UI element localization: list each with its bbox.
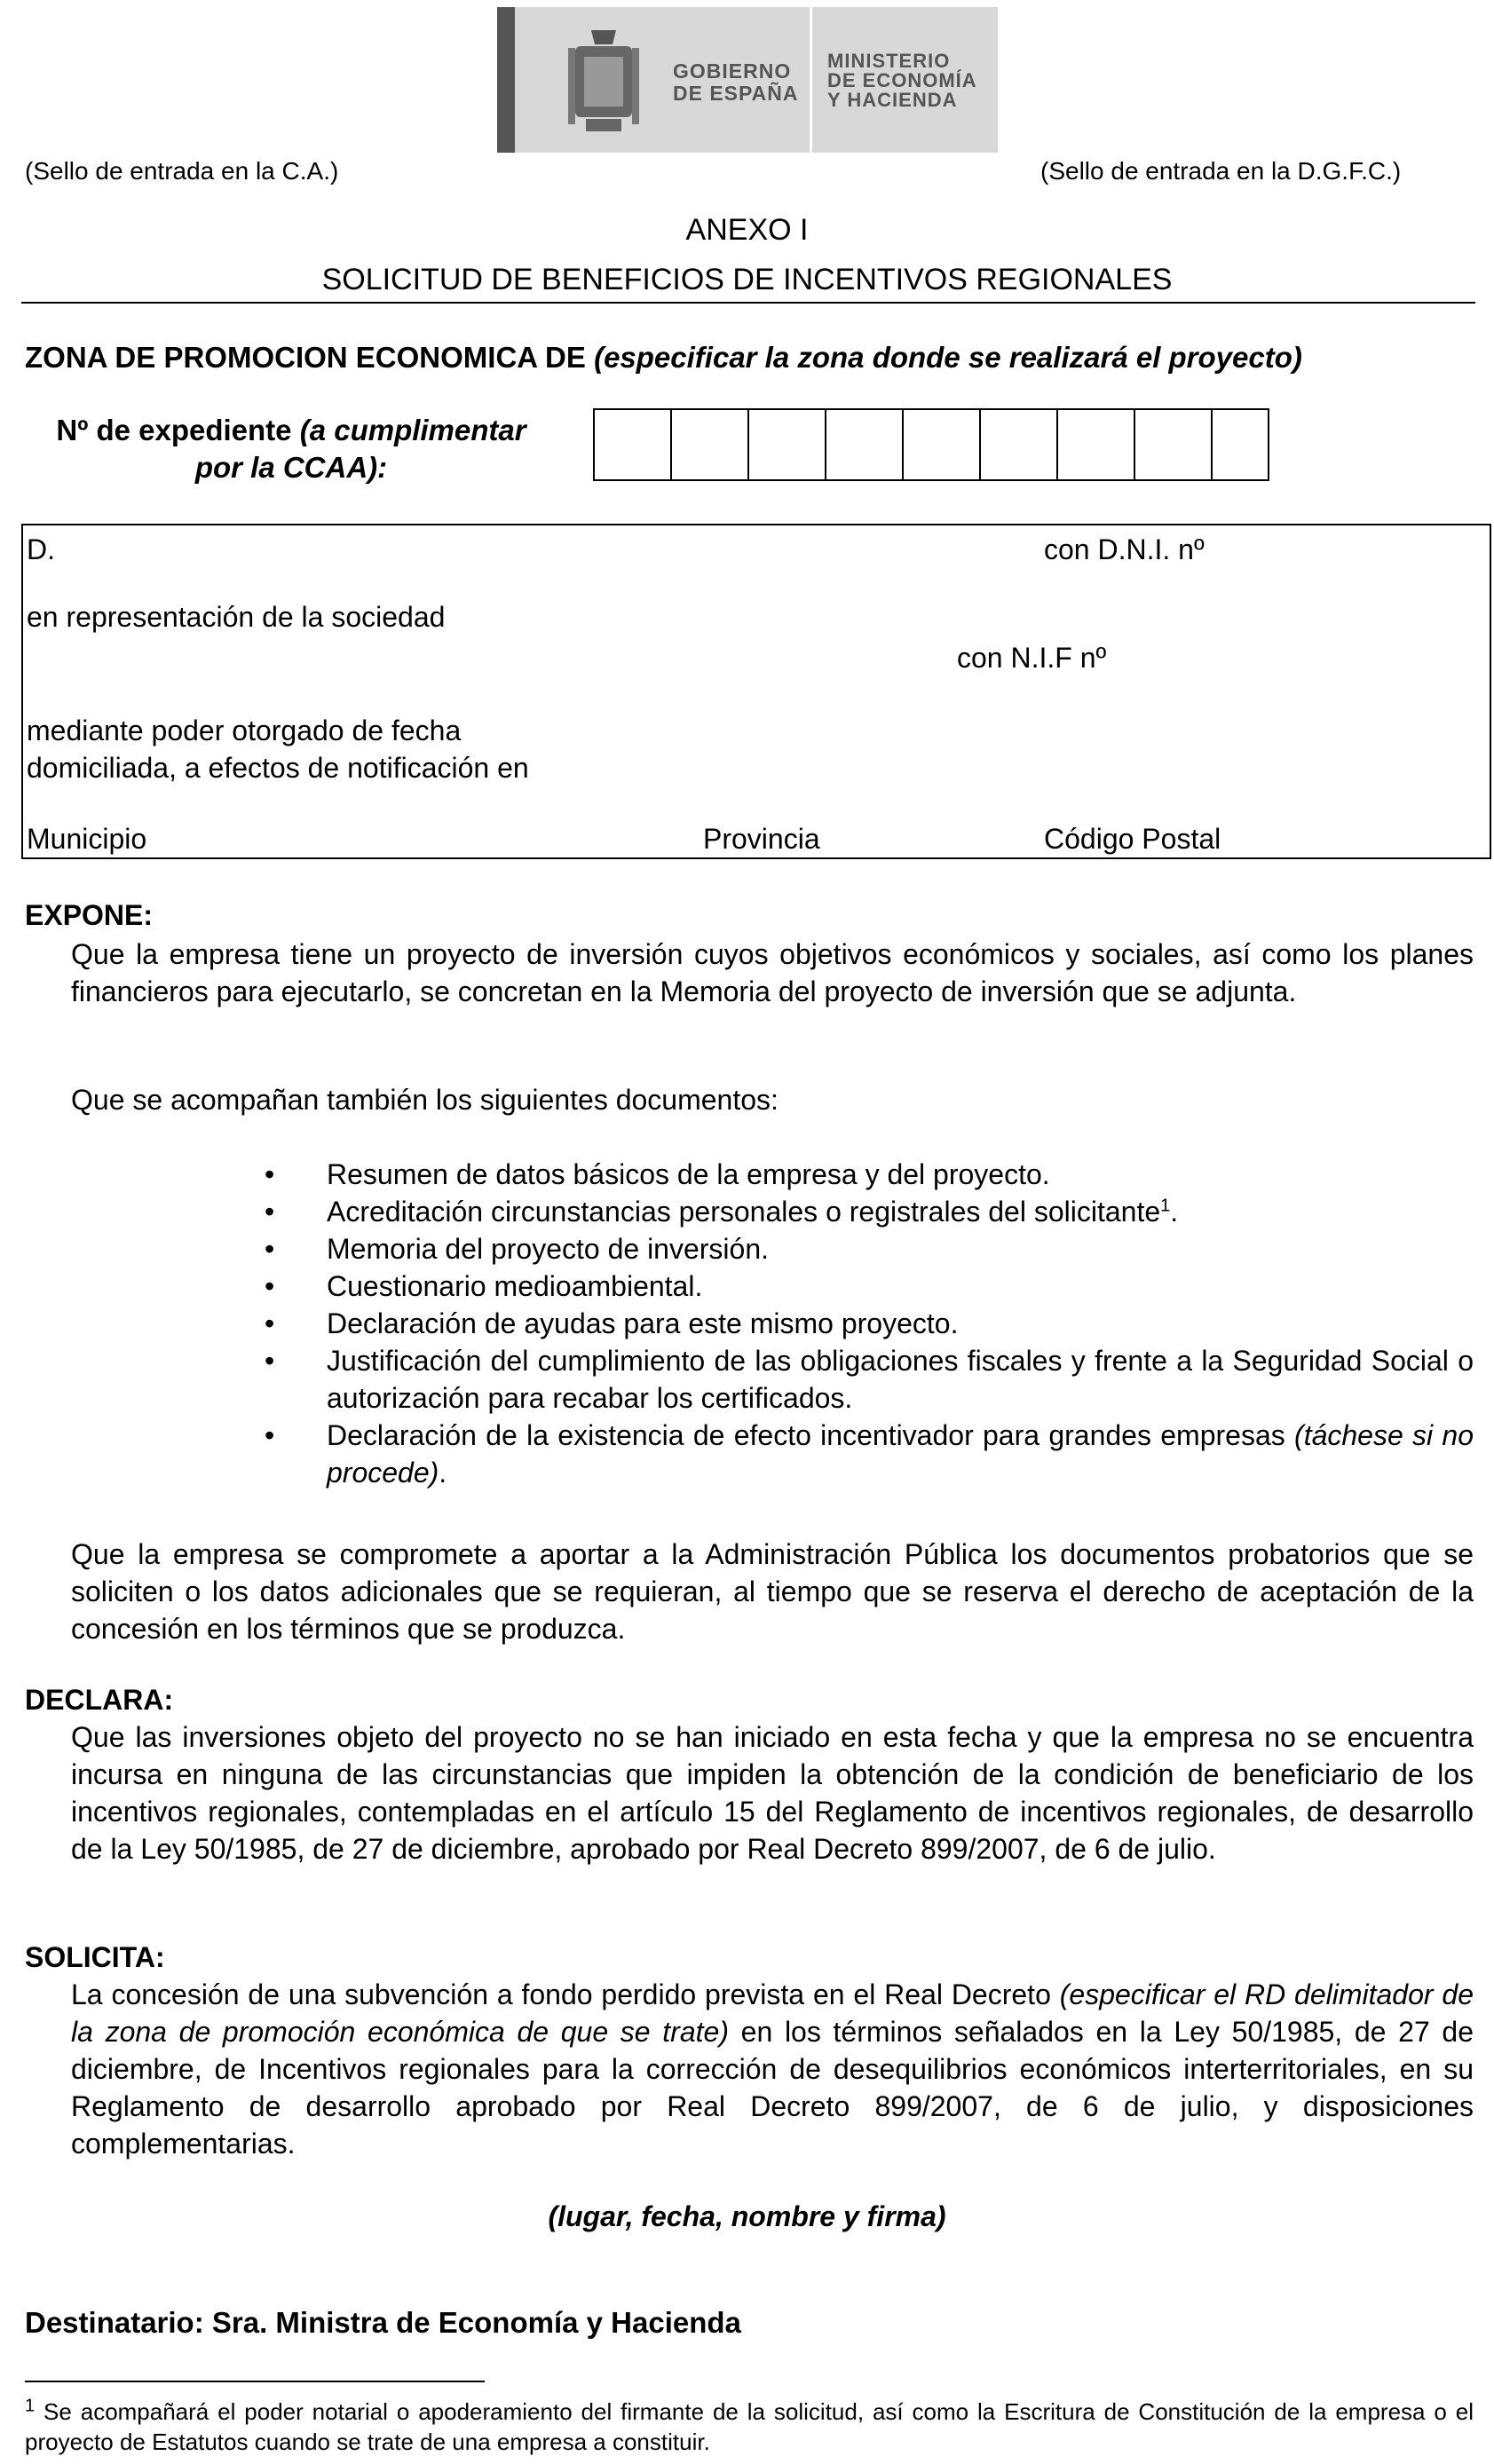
footnote: $^1$ Se acompañará el poder notarial o apoderamiento del firmante de la solicitud, así como la Escritura de Constitución de la empresa o el proyecto de Estatutos cuando se trate de una empresa a constituir. <box>25 2396 1474 2455</box>
logo-government-text: GOBIERNO DE ESPAÑA <box>673 59 799 105</box>
signature-line: (lugar, fecha, nombre y firma) <box>548 2200 946 2232</box>
bullet-icon: • <box>265 1307 275 1339</box>
company-field[interactable]: en representación de la sociedad <box>27 601 446 633</box>
expediente-digit-box[interactable] <box>1058 410 1135 479</box>
expediente-digit-box[interactable] <box>981 410 1058 479</box>
expone-paragraph-3: Que la empresa se compromete a aportar a la Administración Pública los documentos probatorios que se soliciten o los datos adicionales que se requieran, al tiempo que se reserva el derecho de aceptación de la concesión en los términos que se produzca. <box>71 1538 1474 1645</box>
coat-of-arms-icon <box>568 21 639 138</box>
applicant-data-box <box>21 524 1491 859</box>
expone-paragraph-2: Que se acompañan también los siguientes documentos: <box>71 1084 779 1116</box>
zona-hint: (especificar la zona donde se realizará el proyecto) <box>594 341 1302 374</box>
flag-band <box>497 7 515 153</box>
government-logo <box>497 7 998 153</box>
documents-list <box>71 1156 1474 1491</box>
expediente-hint-2: por la CCAA): <box>194 451 388 484</box>
declara-heading: DECLARA: <box>25 1684 174 1716</box>
stamp-dgfc-label: (Sello de entrada en la D.G.F.C.) <box>1040 157 1402 185</box>
provincia-field[interactable]: Provincia <box>703 823 820 855</box>
expediente-number-boxes[interactable] <box>593 408 1269 481</box>
annex-title: ANEXO I <box>685 213 809 247</box>
solicita-heading: SOLICITA: <box>25 1941 165 1973</box>
expone-paragraph-1: Que la empresa tiene un proyecto de inversión cuyos objetivos económicos y sociales, así como los planes financieros para ejecutarlo, se concretan en la Memoria del proyecto de inversión que se adjunta. <box>71 938 1474 1007</box>
bullet-icon: • <box>265 1196 275 1228</box>
expediente-label: Nº de expediente <box>56 414 292 446</box>
list-item: • Justificación del cumplimiento de las obligaciones fiscales y frente a la Seguridad Social o autorización para recabar los certificados. <box>71 1342 1474 1417</box>
poder-date-field[interactable]: mediante poder otorgado de fecha <box>27 715 462 746</box>
expediente-digit-box[interactable] <box>904 410 981 479</box>
logo-divider <box>810 7 812 153</box>
document-title: SOLICITUD DE BENEFICIOS DE INCENTIVOS REGIONALES <box>321 263 1173 296</box>
declara-paragraph: Que las inversiones objeto del proyecto no se han iniciado en esta fecha y que la empresa no se encuentra incursa en ninguna de las circunstancias que impiden la obtención de la condición de beneficiario de los incentivos regionales, contempladas en el artículo 15 del Reglamento de incentivos regionales, de desarrollo de la Ley 50/1985, de 27 de diciembre, aprobado por Real Decreto 899/2007, de 6 de julio. <box>71 1721 1474 1865</box>
expediente-label-block <box>25 412 557 486</box>
zona-label: ZONA DE PROMOCION ECONOMICA DE <box>25 341 586 374</box>
footnote-ref[interactable]: 1 <box>1160 1196 1171 1216</box>
list-item: • Declaración de ayudas para este mismo proyecto. <box>71 1305 1474 1342</box>
bullet-icon: • <box>265 1419 275 1451</box>
expone-heading: EXPONE: <box>25 899 154 931</box>
solicita-paragraph: La concesión de una subvención a fondo perdido prevista en el Real Decreto (especificar el RD delimitador de la zona de promoción económica de que se trate) en los términos señalados en la Ley 50/1985, de 27 de diciembre, de Incentivos regionales para la corrección de desequilibrios económicos interterritoriales, en su Reglamento de desarrollo aprobado por Real Decreto 899/2007, de 6 de julio, y disposiciones complementarias. <box>71 1978 1474 2160</box>
bullet-icon: • <box>265 1345 275 1377</box>
recipient-line: Destinatario: Sra. Ministra de Economía y Hacienda <box>25 2306 741 2339</box>
nif-field[interactable]: con N.I.F nº <box>957 642 1107 674</box>
list-item: • Memoria del proyecto de inversión. <box>71 1230 1474 1268</box>
expediente-digit-box[interactable] <box>749 410 826 479</box>
expediente-digit-box[interactable] <box>672 410 749 479</box>
expediente-digit-box[interactable] <box>826 410 904 479</box>
bullet-icon: • <box>265 1158 275 1190</box>
title-divider <box>21 302 1475 304</box>
list-item: • Cuestionario medioambiental. <box>71 1268 1474 1305</box>
expediente-digit-box[interactable] <box>1213 410 1268 479</box>
logo-ministry-text: MINISTERIO DE ECONOMÍA Y HACIENDA <box>827 50 977 111</box>
stamp-ca-label: (Sello de entrada en la C.A.) <box>25 157 339 185</box>
bullet-icon: • <box>265 1233 275 1265</box>
applicant-name-field[interactable]: D. <box>27 533 55 565</box>
list-item: • Declaración de la existencia de efecto incentivador para grandes empresas (táchese si no procede). <box>71 1417 1474 1491</box>
zona-line <box>25 339 1302 376</box>
domicilio-field[interactable]: domiciliada, a efectos de notificación en <box>27 752 529 784</box>
expediente-digit-box[interactable] <box>595 410 672 479</box>
bullet-icon: • <box>265 1270 275 1302</box>
footnote-mark: 1 <box>25 2396 36 2416</box>
list-item: • Resumen de datos básicos de la empresa y del proyecto. <box>71 1156 1474 1193</box>
expediente-hint-1: (a cumplimentar <box>299 414 526 446</box>
postal-code-field[interactable]: Código Postal <box>1044 823 1221 855</box>
expediente-digit-box[interactable] <box>1135 410 1213 479</box>
municipio-field[interactable]: Municipio <box>27 823 147 855</box>
list-item: • Acreditación circunstancias personales o registrales del solicitante$^1$. <box>71 1193 1474 1230</box>
footnote-divider <box>25 2381 485 2382</box>
dni-field[interactable]: con D.N.I. nº <box>1044 533 1205 565</box>
